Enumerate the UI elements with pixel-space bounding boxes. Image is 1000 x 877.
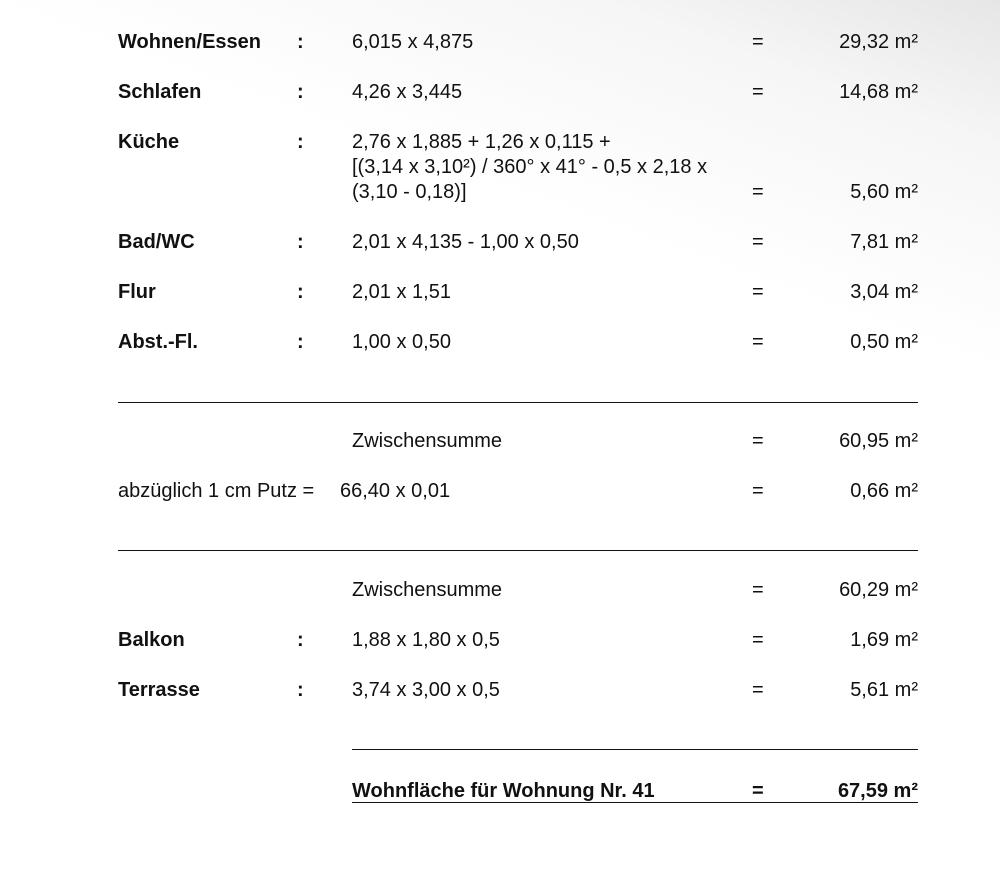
extra-formula-balkon: 1,88 x 1,80 x 0,5	[352, 629, 500, 651]
equals-sign: =	[752, 579, 764, 601]
total-underline	[352, 802, 918, 803]
extra-area-balkon: 1,69 m²	[850, 629, 918, 651]
equals-sign: =	[752, 81, 764, 103]
row-colon: :	[297, 81, 304, 103]
extra-area-terrasse: 5,61 m²	[850, 679, 918, 701]
deduction-formula: 66,40 x 0,01	[340, 480, 451, 502]
room-label-wohnen-essen: Wohnen/Essen	[118, 31, 261, 53]
equals-sign: =	[752, 430, 764, 452]
extra-formula-terrasse: 3,74 x 3,00 x 0,5	[352, 679, 500, 701]
row-colon: :	[297, 629, 304, 651]
deduction-value: 0,66 m²	[850, 480, 918, 502]
room-formula-abstellflaeche: 1,00 x 0,50	[352, 331, 451, 353]
equals-sign: =	[752, 679, 764, 701]
subtotal-value-1: 60,95 m²	[839, 430, 918, 452]
room-label-schlafen: Schlafen	[118, 81, 202, 103]
extra-label-terrasse: Terrasse	[118, 679, 200, 701]
equals-sign: =	[752, 480, 764, 502]
room-formula-wohnen-essen: 6,015 x 4,875	[352, 31, 474, 53]
subtotal-label-2: Zwischensumme	[352, 579, 503, 601]
equals-sign: =	[752, 629, 764, 651]
room-formula-bad-wc: 2,01 x 4,135 - 1,00 x 0,50	[352, 231, 579, 253]
equals-sign: =	[752, 281, 764, 303]
total-label: Wohnfläche für Wohnung Nr. 41	[352, 780, 655, 802]
divider-line	[118, 550, 918, 551]
total-value: 67,59 m²	[837, 780, 918, 802]
row-colon: :	[297, 331, 304, 353]
row-colon: :	[297, 679, 304, 701]
room-formula-kueche-line-3: (3,10 - 0,18)]	[352, 181, 467, 203]
row-colon: :	[297, 131, 304, 153]
row-colon: :	[297, 281, 304, 303]
equals-sign: =	[752, 31, 764, 53]
room-area-flur: 3,04 m²	[850, 281, 918, 303]
room-formula-kueche-line-1: 2,76 x 1,885 + 1,26 x 0,115 +	[352, 131, 611, 153]
equals-sign: =	[752, 181, 764, 203]
room-area-bad-wc: 7,81 m²	[850, 231, 918, 253]
equals-sign: =	[752, 780, 764, 802]
divider-line	[118, 402, 918, 403]
room-formula-flur: 2,01 x 1,51	[352, 281, 451, 303]
room-label-abstellflaeche: Abst.-Fl.	[118, 331, 198, 353]
room-area-wohnen-essen: 29,32 m²	[839, 31, 918, 53]
room-label-kueche: Küche	[118, 131, 180, 153]
divider-line	[352, 749, 918, 750]
room-formula-kueche-line-2: [(3,14 x 3,10²) / 360° x 41° - 0,5 x 2,18 x	[352, 156, 708, 178]
room-area-schlafen: 14,68 m²	[839, 81, 918, 103]
deduction-label: abzüglich 1 cm Putz =	[118, 480, 315, 502]
room-area-abstellflaeche: 0,50 m²	[850, 331, 918, 353]
equals-sign: =	[752, 231, 764, 253]
row-colon: :	[297, 231, 304, 253]
room-label-bad-wc: Bad/WC	[118, 231, 195, 253]
equals-sign: =	[752, 331, 764, 353]
row-colon: :	[297, 31, 304, 53]
room-label-flur: Flur	[118, 281, 156, 303]
subtotal-value-2: 60,29 m²	[839, 579, 918, 601]
subtotal-label-1: Zwischensumme	[352, 430, 503, 452]
room-formula-schlafen: 4,26 x 3,445	[352, 81, 463, 103]
room-area-kueche: 5,60 m²	[850, 181, 918, 203]
extra-label-balkon: Balkon	[118, 629, 185, 651]
